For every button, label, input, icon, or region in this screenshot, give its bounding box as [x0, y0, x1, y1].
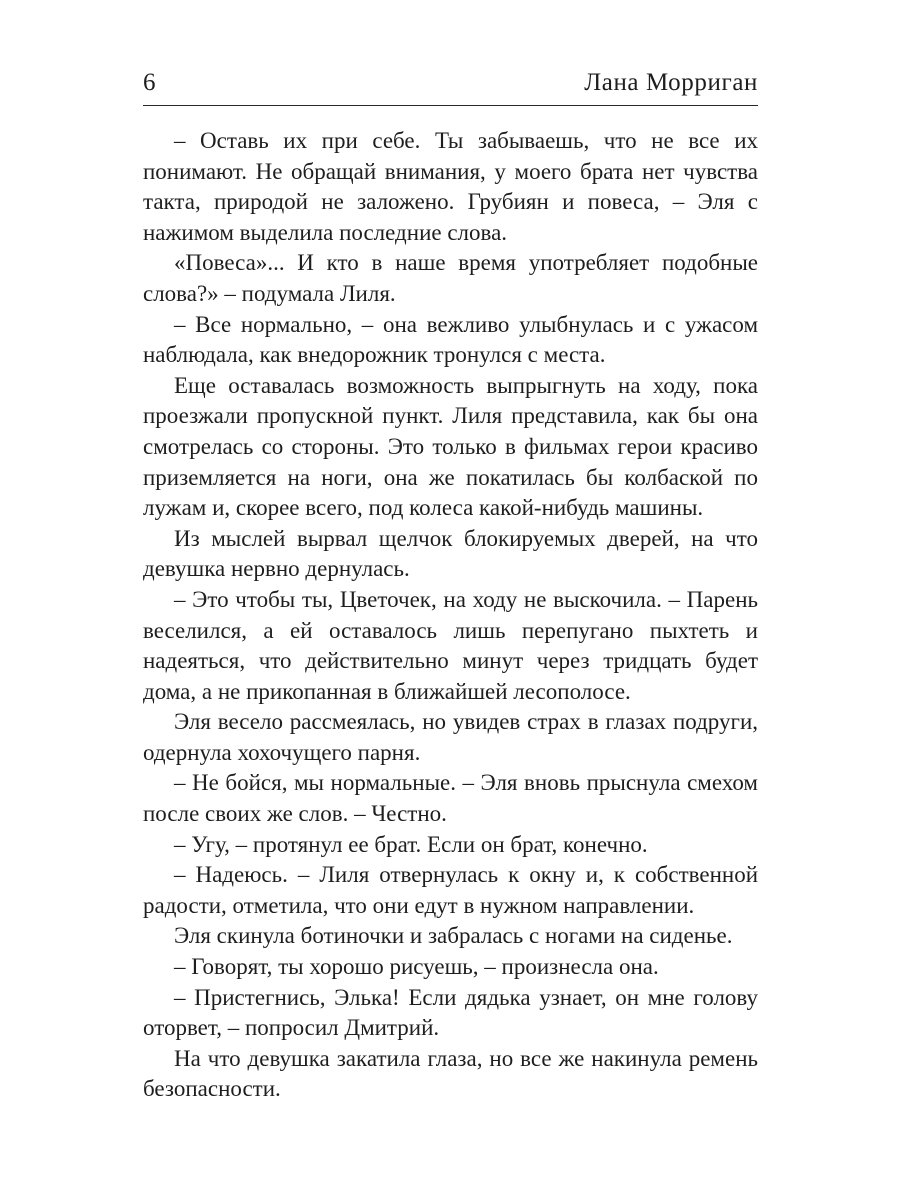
- paragraph: – Оставь их при себе. Ты забываешь, что не все их понимают. Не обращай внимания, у моего брата нет чувства такта, природой не заложено. Грубиян и повеса, – Эля с нажимом выделила последние слова.: [143, 128, 758, 245]
- paragraph: – Надеюсь. – Лиля отвернулась к окну и, к собственной радости, отметила, что они едут в нужном направлении.: [143, 862, 758, 918]
- header-divider: [143, 105, 758, 106]
- paragraph: «Повеса»... И кто в наше время употребляет подобные слова?» – подумала Лиля.: [143, 250, 758, 306]
- page-header: [143, 62, 758, 102]
- paragraph: – Угу, – протянул ее брат. Если он брат, конечно.: [174, 831, 648, 857]
- paragraph: Эля весело рассмеялась, но увидев страх в глазах подруги, одернула хохочущего парня.: [143, 709, 758, 765]
- paragraph: На что девушка закатила глаза, но все же накинула ремень безопасности.: [143, 1045, 758, 1102]
- paragraph: – Не бойся, мы нормальные. – Эля вновь прыснула смехом после своих же слов. – Честно.: [143, 770, 758, 827]
- paragraph: Еще оставалась возможность выпрыгнуть на ходу, пока проезжали пропускной пункт. Лиля представила, как бы она смотрелась со стороны. Это только в фильмах герои красиво приземляется на ноги, она же покатилась бы колбаской по лужам и, скорее всего, под колеса какой-нибудь машины.: [143, 372, 758, 521]
- page-number: 6: [143, 69, 156, 96]
- paragraph: – Говорят, ты хорошо рисуешь, – произнесла она.: [174, 954, 659, 980]
- running-title-author: Лана Морриган: [584, 69, 758, 96]
- body-text: [143, 126, 758, 1105]
- paragraph: – Все нормально, – она вежливо улыбнулась и с ужасом наблюдала, как внедорожник тронулся с места.: [143, 311, 758, 368]
- paragraph: Из мыслей вырвал щелчок блокируемых дверей, на что девушка нервно дернулась.: [143, 525, 758, 582]
- paragraph: Эля скинула ботиночки и забралась с ногами на сиденье.: [174, 923, 733, 949]
- paragraph: – Это чтобы ты, Цветочек, на ходу не выскочила. – Парень веселился, а ей оставалось лишь перепугано пыхтеть и надеяться, что действительно минут через тридцать будет дома, а не прикопанная в ближайшей лесополосе.: [143, 586, 758, 704]
- paragraph: – Пристегнись, Элька! Если дядька узнает, он мне голову оторвет, – попросил Дмитрий.: [143, 984, 758, 1041]
